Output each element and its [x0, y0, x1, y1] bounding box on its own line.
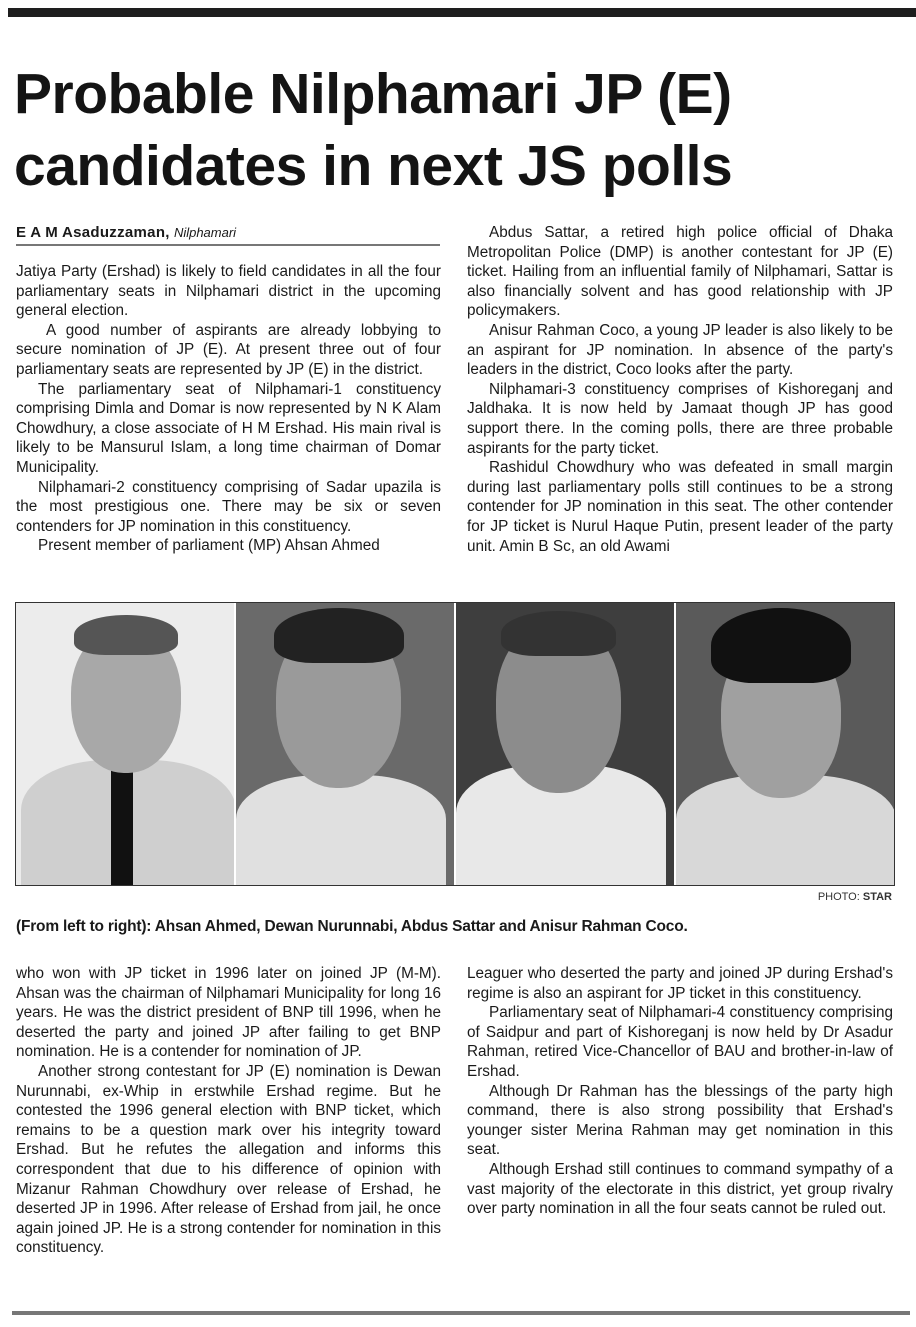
paragraph: Present member of parliament (MP) Ahsan Ahmed: [38, 537, 380, 555]
paragraph: Rashidul Chowdhury who was defeated in small margin during last parliamentary polls still continues to be a strong contender for JP nomination in this seat. The other contender for JP ticket is Nurul Haque Putin, present leader of the party unit. Amin B Sc, an old Awami: [467, 459, 893, 555]
paragraph: Abdus Sattar, a retired high police official of Dhaka Metropolitan Police (DMP) is another contestant for JP (E) ticket. Hailing from an influential family of Nilphamari, Sattar is also financially solvent and has good relationship with JP policymakers.: [467, 224, 893, 320]
photo-credit-prefix: PHOTO:: [817, 891, 863, 903]
paragraph: Nilphamari-3 constituency comprises of Kishoreganj and Jaldhaka. It is now held by Jamaat though JP has good support there. In the coming polls, there are three probable aspirants for the party ticket.: [467, 380, 893, 457]
paragraph: Although Ershad still continues to command sympathy of a vast majority of the electorate in this district, yet group rivalry over party nomination in all the four seats cannot be ruled out.: [467, 1160, 893, 1218]
left-column-bottom: [16, 964, 441, 1258]
paragraph: who won with JP ticket in 1996 later on joined JP (M-M). Ahsan was the chairman of Nilphamari Municipality for long 16 years. He was the district president of BNP till 1996, when he deserted the party and joined JP after failing to get BNP nomination. He is a contender for nomination of JP.: [16, 965, 441, 1061]
masthead-rule: [8, 8, 916, 17]
photo-credit-source: STAR: [862, 891, 892, 903]
byline-location: Nilphamari: [173, 225, 237, 240]
left-column-top: [16, 262, 441, 556]
byline: [16, 224, 440, 246]
paragraph: Jatiya Party (Ershad) is likely to field candidates in all the four parliamentary seats in Nilphamari district in the upcoming general election.: [16, 263, 441, 320]
photo-caption: (From left to right): Ahsan Ahmed, Dewan Nurunnabi, Abdus Sattar and Anisur Rahman Coco.: [16, 918, 688, 935]
photo-ahsan-ahmed: [16, 603, 236, 885]
paragraph: A good number of aspirants are already lobbying to secure nomination of JP (E). At present three out of four parliamentary seats are represented by JP (E) in the district.: [16, 321, 441, 378]
candidate-photos: [15, 602, 895, 886]
paragraph: Leaguer who deserted the party and joined JP during Ershad's regime is also an aspirant for JP ticket in this constituency.: [467, 965, 893, 1002]
bottom-rule: [12, 1311, 910, 1315]
right-column-top: [467, 223, 893, 556]
photo-dewan-nurunnabi: [236, 603, 456, 885]
photo-anisur-rahman-coco: [676, 603, 894, 885]
right-column-bottom: [467, 964, 893, 1219]
paragraph: The parliamentary seat of Nilphamari-1 constituency comprising Dimla and Domar is now represented by N K Alam Chowdhury, a close associate of H M Ershad. His main rival is likely to be Mansurul Islam, a long time chairman of Domar Municipality.: [16, 380, 441, 476]
paragraph: Parliamentary seat of Nilphamari-4 constituency comprising of Saidpur and part of Kishoreganj is now held by Dr Asadur Rahman, retired Vice-Chancellor of BAU and brother-in-law of Ershad.: [467, 1004, 893, 1080]
paragraph: Nilphamari-2 constituency comprising of Sadar upazila is the most prestigious one. There may be six or seven contenders for JP nomination in this constituency.: [16, 478, 441, 535]
paragraph: Although Dr Rahman has the blessings of the party high command, there is also strong possibility that Ershad's younger sister Merina Rahman may get nomination in this seat.: [467, 1082, 893, 1159]
byline-author: E A M Asaduzzaman,: [16, 224, 170, 241]
paragraph: Anisur Rahman Coco, a young JP leader is also likely to be an aspirant for JP nomination. In absence of the party's leaders in the district, Coco looks after the party.: [467, 321, 893, 379]
photo-abdus-sattar: [456, 603, 676, 885]
paragraph: Another strong contestant for JP (E) nomination is Dewan Nurunnabi, ex-Whip in erstwhile Ershad regime. But he contested the 1996 general election with BNP ticket, which remains to be a question mark over his integrity toward Ershad. But he refutes the allegation and informs this correspondent that due to his difference of opinion with Mizanur Rahman Chowdhury over release of Ershad, he deserted JP in 1996. After release of Ershad from jail, he once again joined JP. He is a strong contender for nomination in this constituency.: [16, 1062, 441, 1257]
headline: Probable Nilphamari JP (E) candidates in next JS polls: [14, 62, 733, 198]
photo-credit: [818, 891, 892, 903]
